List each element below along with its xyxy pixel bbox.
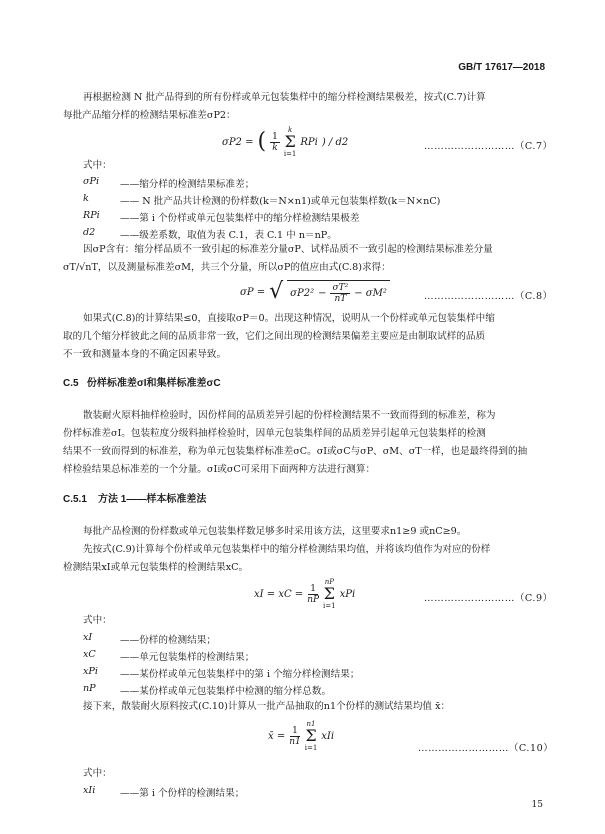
def-sym-xc: xC [83,649,96,660]
eq-c8-lhs: σP = [240,286,266,298]
c8-para-line-2: 取的几个缩分样彼此之间的品质非常一致，它们之间出现的检测结果偏差主要应是由制取试样的品质 [63,331,486,342]
page-number: 15 [531,800,543,810]
intro-line-1: 再根据检测 N 批产品得到的所有份样或单元包装集样中的缩分样检测结果极差，按式(C.7)计算 [83,92,486,103]
eq-c9-lhs: xI = xC = [254,588,304,600]
eq-c10-number: ………………………（C.10） [418,743,554,754]
eq-c9-sum: nP Σ i=1 [323,578,336,610]
def-text-k: —— N 批产品共计检测的份样数(k＝N×n1)或单元包装集样数(k＝N×nC) [120,196,441,207]
sigma-sum-icon: Σ [284,132,296,151]
eq-c7-open-paren: ( [257,129,267,154]
eq-c9-term: xPi [339,588,356,600]
next-para-line-1: 接下来，散装耐火原料按式(C.10)计算从一批产品抽取的n1个份样的测试结果均值 x̄： [83,701,451,712]
eq-c10-fraction: $\frac{1}{n1}$ [289,725,301,747]
c5-para-line-2: 份样标准差σI。包装粒度分级料抽样检验时，因单元包装集样间的品质差异引起单元包装集样的检测 [63,428,486,439]
def-sym-k: k [83,193,89,204]
eq-c9-number: ………………………（C.9） [424,593,553,604]
def-sym-d2: d2 [83,227,96,238]
eq-c10-term: xIi [321,730,335,742]
c8-para-line-3: 不一致和测量本身的不确定因素导致。 [63,349,227,360]
def-sym-xii: xIi [83,785,96,796]
section-c51-number: C.5.1 [63,494,87,505]
section-c5-title: 份样标准差σI和集样标准差σC [86,378,221,389]
c8-para-line-1: 如果式(C.8)的计算结果≤0，直接取σP＝0。出现这种情况，说明从一个份样或单元包装集样中缩 [83,313,495,324]
def-text-rpi: ——第 i 个份样或单元包装集样中的缩分样检测结果极差 [120,213,360,224]
where-heading-3: 式中： [83,768,112,779]
where-heading-2: 式中： [83,615,112,626]
sigma-sum-icon: Σ [323,584,335,603]
section-c51-title: 方法 1——样本标准差法 [98,494,207,505]
eq-c10-lhs: x̄ = [268,730,286,742]
eq-c7-lhs: σP2 = [222,136,254,148]
eq-c7-number: ………………………（C.7） [424,141,553,152]
eq-c7-term: RPi [300,136,318,148]
eq-c7-tail: ) / d2 [321,136,349,148]
def-sym-sigma-pi: σPi [83,176,100,187]
c51-para-line-3: 检测结果xI或单元包装集样的检测结果xC。 [63,562,249,573]
eq-c8-radicand: σP2² − $\frac{\text{σT²}}{nT}$ − σM² [287,280,390,304]
def-text-xi: ——份样的检测结果； [120,635,216,646]
def-text-np: ——某份样或单元包装集样中检测的缩分样总数。 [120,686,332,697]
c51-para-line-2: 先按式(C.9)计算每个份样或单元包装集样中的缩分样检测结果均值，并将该均值作为对应的份样 [83,544,491,555]
c5-para-line-4: 样检验结果总标准差的一个分量。σI或σC可采用下面两种方法进行测算： [63,464,376,475]
intro-line-2: 每批产品缩分样的检测结果标准差σP2： [63,110,236,121]
equation-c10 [268,720,334,752]
eq-c8-number: ………………………（C.8） [424,291,553,302]
section-c5-number: C.5 [63,378,79,389]
section-c5-heading [63,378,221,390]
def-sym-np: nP [83,683,96,694]
def-text-xii: ——第 i 个份样的检测结果； [120,788,245,799]
sigma-sum-icon: Σ [305,726,317,745]
eq-c9-fraction: $\frac{1}{nP}$ [307,583,320,605]
eq-c7-sum: k Σ i=1 [283,126,297,158]
where-heading-1: 式中： [83,160,112,171]
def-sym-rpi: RPi [83,210,100,221]
sigma-para-line-2: σT/√nT，以及测量标准差σM，共三个分量，所以σP的值应由式(C.8)求得： [63,262,391,273]
sqrt-icon: √ [269,279,284,304]
c51-para-line-1: 每批产品检测的份样数或单元包装集样数足够多时采用该方法，这里要求n1≥9 或nC≥9。 [83,526,467,537]
eq-c7-fraction: $\frac{1}{k}$ [272,131,278,153]
def-sym-xi: xI [83,632,93,643]
def-text-sigma-pi: ——缩分样的检测结果标准差； [120,179,255,190]
standard-code-header: GB/T 17617—2018 [458,62,545,73]
equation-c9 [254,578,355,610]
def-text-d2: ——级差系数，取值为表 C.1，表 C.1 中 n＝nP。 [120,230,337,241]
sigma-para-line-1: 因σP含有：缩分样品质不一致引起的标准差分量σP、试样品质不一致引起的检测结果标准差分量 [83,244,493,255]
equation-c8 [240,280,390,304]
c5-para-line-3: 结果不一致而得到的标准差，称为单元包装集样标准差σC。σI或σC与σP、σM、σT一样，也是最终得到的抽 [63,446,528,457]
def-text-xpi: ——某份样或单元包装集样中的第 i 个缩分样检测结果； [120,669,360,680]
section-c51-heading [63,494,206,506]
equation-c7 [222,126,348,158]
def-sym-xpi: xPi [83,666,98,677]
eq-c10-sum: n1 Σ i=1 [304,720,318,752]
def-text-xc: ——单元包装集样的检测结果； [120,652,255,663]
c5-para-line-1: 散装耐火原料抽样检验时，因份样间的品质差异引起的份样检测结果不一致而得到的标准差，称为 [83,410,496,421]
